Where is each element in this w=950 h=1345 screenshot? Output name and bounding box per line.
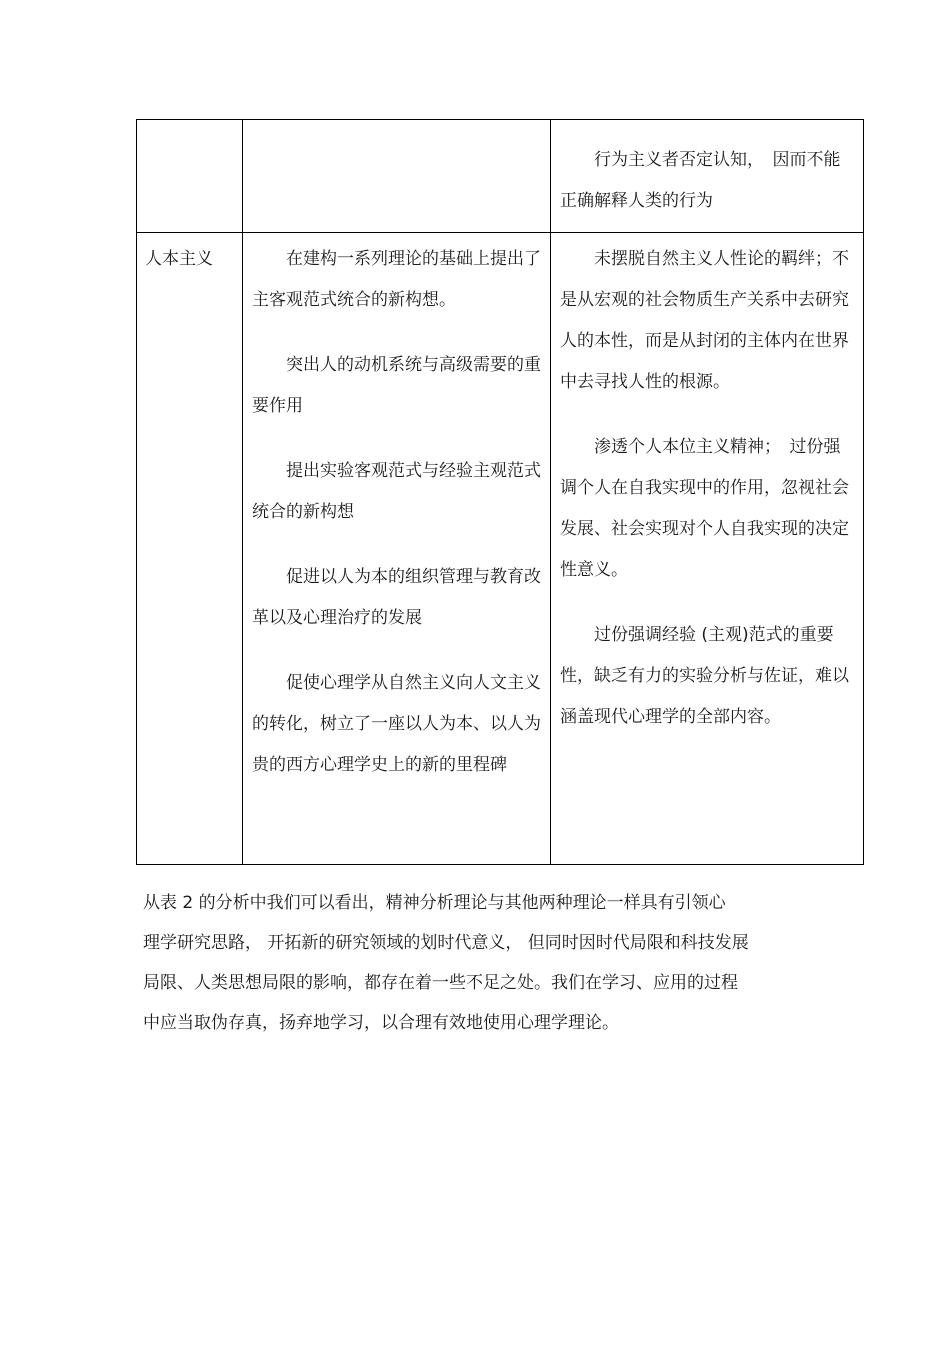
limitation-paragraph: 渗透个人本位主义精神； 过份强调个人在自我实现中的作用，忽视社会发展、社会实现对个人自我实现的决定性意义。	[560, 437, 849, 580]
table-cell-limitations	[551, 120, 864, 233]
contribution-paragraph: 突出人的动机系统与高级需要的重要作用	[252, 355, 541, 416]
comparison-table	[136, 119, 864, 865]
table-cell-school	[137, 120, 243, 233]
limitation-paragraph: 未摆脱自然主义人性论的羁绊；不是从宏观的社会物质生产关系中去研究人的本性，而是从封闭的主体内在世界中去寻找人性的根源。	[560, 249, 849, 392]
table-cell-contributions	[243, 233, 551, 865]
summary-line: 从表 2 的分析中我们可以看出，精神分析理论与其他两种理论一样具有引领心	[143, 893, 726, 913]
summary-paragraph	[143, 883, 803, 1043]
table-cell-school: 人本主义	[137, 233, 243, 865]
contribution-paragraph: 在建构一系列理论的基础上提出了主客观范式统合的新构想。	[252, 249, 541, 310]
summary-line: 理学研究思路， 开拓新的研究领域的划时代意义， 但同时因时代局限和科技发展	[143, 933, 749, 953]
table-cell-contributions	[243, 120, 551, 233]
limitation-paragraph: 行为主义者否定认知， 因而不能正确解释人类的行为	[560, 150, 841, 211]
table-row	[137, 120, 864, 233]
table-row	[137, 233, 864, 865]
contribution-paragraph: 提出实验客观范式与经验主观范式统合的新构想	[252, 461, 541, 522]
summary-line: 中应当取伪存真，扬弃地学习，以合理有效地使用心理学理论。	[143, 1013, 619, 1033]
table-cell-limitations	[551, 233, 864, 865]
contribution-paragraph: 促使心理学从自然主义向人文主义的转化，树立了一座以人为本、以人为贵的西方心理学史上的新的里程碑	[252, 673, 541, 775]
limitation-paragraph: 过份强调经验 (主观)范式的重要性，缺乏有力的实验分析与佐证，难以涵盖现代心理学的全部内容。	[560, 625, 849, 727]
contribution-paragraph: 促进以人为本的组织管理与教育改革以及心理治疗的发展	[252, 567, 541, 628]
summary-line: 局限、人类思想局限的影响，都存在着一些不足之处。我们在学习、应用的过程	[143, 973, 738, 993]
